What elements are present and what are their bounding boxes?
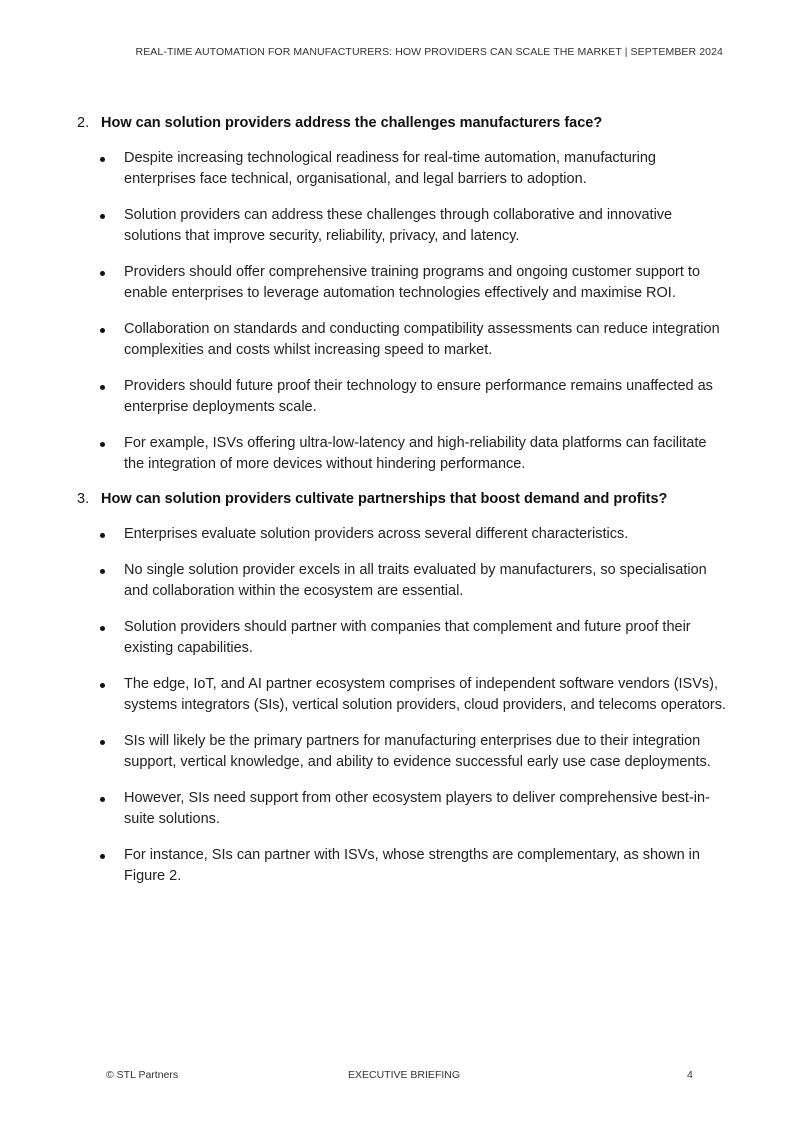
page-number: 4 xyxy=(687,1069,693,1081)
section-heading xyxy=(77,489,727,509)
list-item xyxy=(77,433,727,475)
bullet-icon xyxy=(100,740,105,745)
section-number: 3. xyxy=(77,491,90,507)
bullet-icon xyxy=(100,271,105,276)
footer-document-type: EXECUTIVE BRIEFING xyxy=(348,1069,461,1081)
bullet-text: Providers should future proof their technology to ensure performance remains unaffected as enterprise deployments scale. xyxy=(124,378,713,415)
bullet-icon xyxy=(100,854,105,859)
bullet-text: Collaboration on standards and conducting compatibility assessments can reduce integration complexities and costs whilst increasing speed to market. xyxy=(124,321,720,358)
bullet-list xyxy=(77,524,727,887)
list-item xyxy=(77,376,727,418)
bullet-text: The edge, IoT, and AI partner ecosystem comprises of independent software vendors (ISVs), systems integrators (SIs), vertical solution providers, cloud providers, and telecoms operators. xyxy=(124,676,726,713)
list-item xyxy=(77,205,727,247)
running-header: REAL-TIME AUTOMATION FOR MANUFACTURERS: HOW PROVIDERS CAN SCALE THE MARKET | SEPTEMBER 2024 xyxy=(135,46,723,58)
section-title: How can solution providers cultivate partnerships that boost demand and profits? xyxy=(101,491,668,507)
section-title: How can solution providers address the challenges manufacturers face? xyxy=(101,115,603,131)
bullet-text: No single solution provider excels in all traits evaluated by manufacturers, so specialisation and collaboration within the ecosystem are essential. xyxy=(124,562,707,599)
section-heading xyxy=(77,113,727,133)
bullet-text: Providers should offer comprehensive training programs and ongoing customer support to enable enterprises to leverage automation technologies effectively and maximise ROI. xyxy=(124,264,701,301)
bullet-text: Despite increasing technological readiness for real-time automation, manufacturing enterprises face technical, organisational, and legal barriers to adoption. xyxy=(124,150,656,187)
list-item xyxy=(77,674,727,716)
bullet-icon xyxy=(100,157,105,162)
bullet-text: Solution providers can address these challenges through collaborative and innovative solutions that improve security, reliability, privacy, and latency. xyxy=(124,207,673,244)
bullet-text: For instance, SIs can partner with ISVs, whose strengths are complementary, as shown in Figure 2. xyxy=(124,847,700,884)
list-item xyxy=(77,319,727,361)
section-question-3 xyxy=(77,489,727,887)
footer-copyright: © STL Partners xyxy=(106,1069,179,1081)
bullet-icon xyxy=(100,442,105,447)
list-item xyxy=(77,524,727,545)
bullet-text: For example, ISVs offering ultra-low-latency and high-reliability data platforms can facilitate the integration of more devices without hindering performance. xyxy=(124,435,707,472)
bullet-icon xyxy=(100,569,105,574)
bullet-icon xyxy=(100,385,105,390)
bullet-text: Solution providers should partner with companies that complement and future proof their existing capabilities. xyxy=(124,619,691,656)
bullet-text: Enterprises evaluate solution providers across several different characteristics. xyxy=(124,526,629,542)
section-question-2 xyxy=(77,113,727,475)
list-item xyxy=(77,148,727,190)
list-item xyxy=(77,262,727,304)
bullet-icon xyxy=(100,533,105,538)
bullet-text: However, SIs need support from other ecosystem players to deliver comprehensive best-in-suite solutions. xyxy=(124,790,710,827)
list-item xyxy=(77,560,727,602)
list-item xyxy=(77,617,727,659)
bullet-icon xyxy=(100,683,105,688)
bullet-text: SIs will likely be the primary partners for manufacturing enterprises due to their integration support, vertical knowledge, and ability to evidence successful early use case deployments. xyxy=(124,733,711,770)
list-item xyxy=(77,788,727,830)
bullet-icon xyxy=(100,328,105,333)
bullet-icon xyxy=(100,797,105,802)
bullet-list xyxy=(77,148,727,475)
section-number: 2. xyxy=(77,115,90,131)
list-item xyxy=(77,731,727,773)
list-item xyxy=(77,845,727,887)
bullet-icon xyxy=(100,214,105,219)
bullet-icon xyxy=(100,626,105,631)
